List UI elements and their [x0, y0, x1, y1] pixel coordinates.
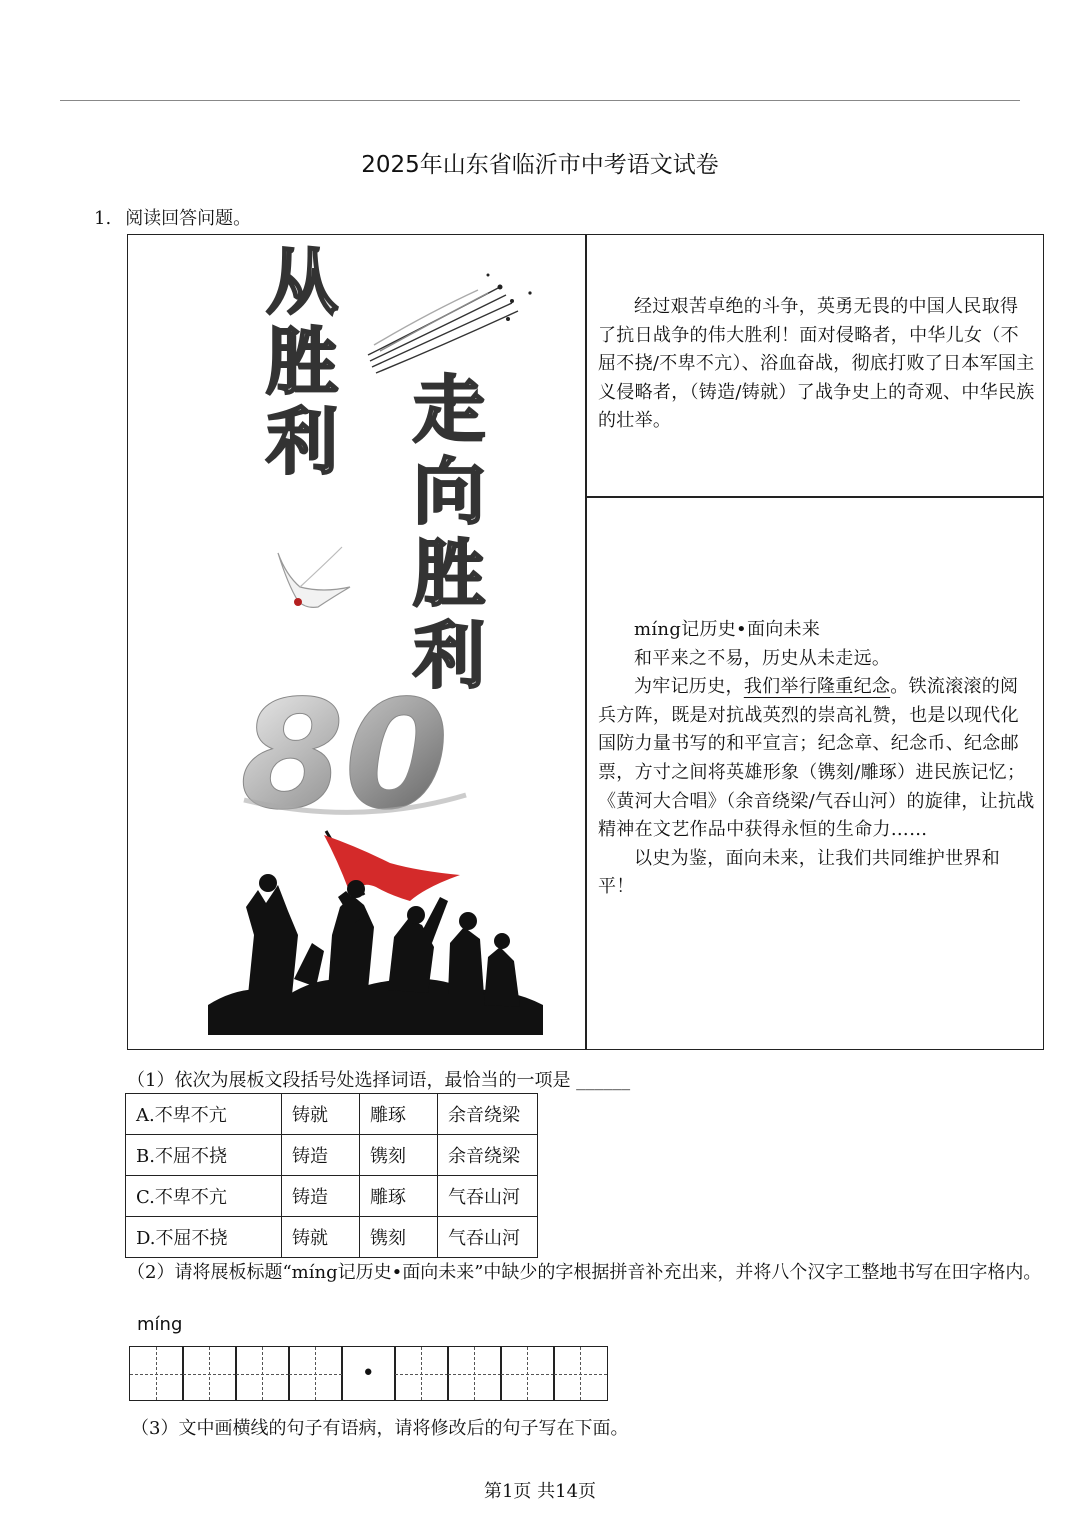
tianzi-grid	[129, 1346, 608, 1401]
option-row-a[interactable]: A.不卑不亢 铸就 雕琢 余音绕梁	[126, 1094, 538, 1135]
pinyin-label: míng	[137, 1314, 183, 1335]
options-table	[125, 1093, 538, 1258]
poster-title-right-3: 胜	[413, 532, 486, 616]
board-paragraph-3: 为牢记历史，我们举行隆重纪念。铁流滚滚的阅兵方阵，既是对抗战英烈的崇高礼赞，也是以现代化国防力量书写的和平宣言；纪念章、纪念币、纪念邮票，方寸之间将英雄形象（镌刻/雕琢）进民族记忆；《黄河大合唱》（余音绕梁/气吞山河）的旋律，让抗战精神在文艺作品中获得永恒的生命力……	[598, 676, 1035, 841]
poster-title-left-1: 从	[266, 240, 339, 324]
poster-title-left-3: 利	[266, 400, 339, 484]
board-paragraph-2	[598, 616, 1036, 902]
question-number: 1.	[94, 208, 112, 229]
question-prompt: 阅读回答问题。	[125, 208, 252, 229]
tianzi-cell[interactable]	[235, 1346, 290, 1401]
board-paragraph-1: 经过艰苦卓绝的斗争，英勇无畏的中国人民取得了抗日战争的伟大胜利！面对侵略者，中华儿女（不屈不挠/不卑不亢）、浴血奋战，彻底打败了日本军国主义侵略者，（铸造/铸就）了战争史上的奇观、中华民族的壮举。	[598, 296, 1035, 432]
tianzi-cell[interactable]	[447, 1346, 502, 1401]
exhibition-board	[127, 234, 1044, 1050]
sub-question-2: （2）请将展板标题“míng记历史•面向未来”中缺少的字根据拼音补充出来，并将八个汉字工整地书写在田字格内。	[127, 1262, 1042, 1283]
separator-dot: •	[341, 1346, 396, 1401]
board-heading: míng记历史•面向未来	[634, 619, 821, 640]
tianzi-cell[interactable]	[182, 1346, 237, 1401]
soldiers-silhouette	[208, 874, 543, 1035]
tianzi-cell[interactable]	[394, 1346, 449, 1401]
poster-image	[128, 235, 585, 1049]
page-footer: 第1页 共14页	[483, 1481, 597, 1502]
board-horizontal-divider	[586, 496, 1044, 498]
sub-question-1: （1）依次为展板文段括号处选择词语，最恰当的一项是 ______	[127, 1070, 631, 1091]
board-line-2: 和平来之不易，历史从未走远。	[634, 647, 891, 669]
meteor-streaks	[368, 287, 518, 373]
poster-title-right-1: 走	[413, 368, 486, 452]
poster-illustration	[128, 235, 585, 1049]
tianzi-cell[interactable]	[500, 1346, 555, 1401]
tianzi-cell[interactable]	[129, 1346, 184, 1401]
question-1	[94, 204, 251, 230]
tianzi-cell[interactable]	[553, 1346, 608, 1401]
board-vertical-divider	[585, 235, 587, 1049]
option-row-c[interactable]: C.不卑不亢 铸造 雕琢 气吞山河	[126, 1176, 538, 1217]
board-closing: 以史为鉴，面向未来，让我们共同维护世界和平！	[598, 847, 1000, 898]
poster-title-left-2: 胜	[266, 320, 339, 404]
poster-number-80: 80	[240, 669, 449, 843]
tianzi-cell[interactable]	[288, 1346, 343, 1401]
underlined-sentence: 我们举行隆重纪念	[743, 676, 891, 698]
dove-icon	[278, 547, 350, 607]
option-row-b[interactable]: B.不屈不挠 铸造 镌刻 余音绕梁	[126, 1135, 538, 1176]
sub-question-3: （3）文中画横线的句子有语病，请将修改后的句子写在下面。	[131, 1418, 629, 1439]
header-rule	[60, 100, 1020, 101]
option-row-d[interactable]: D.不屈不挠 铸就 镌刻 气吞山河	[126, 1217, 538, 1258]
poster-title-right-4: 利	[413, 614, 486, 698]
page-title: 2025年山东省临沂市中考语文试卷	[361, 152, 719, 178]
poster-title-right-2: 向	[413, 450, 486, 534]
